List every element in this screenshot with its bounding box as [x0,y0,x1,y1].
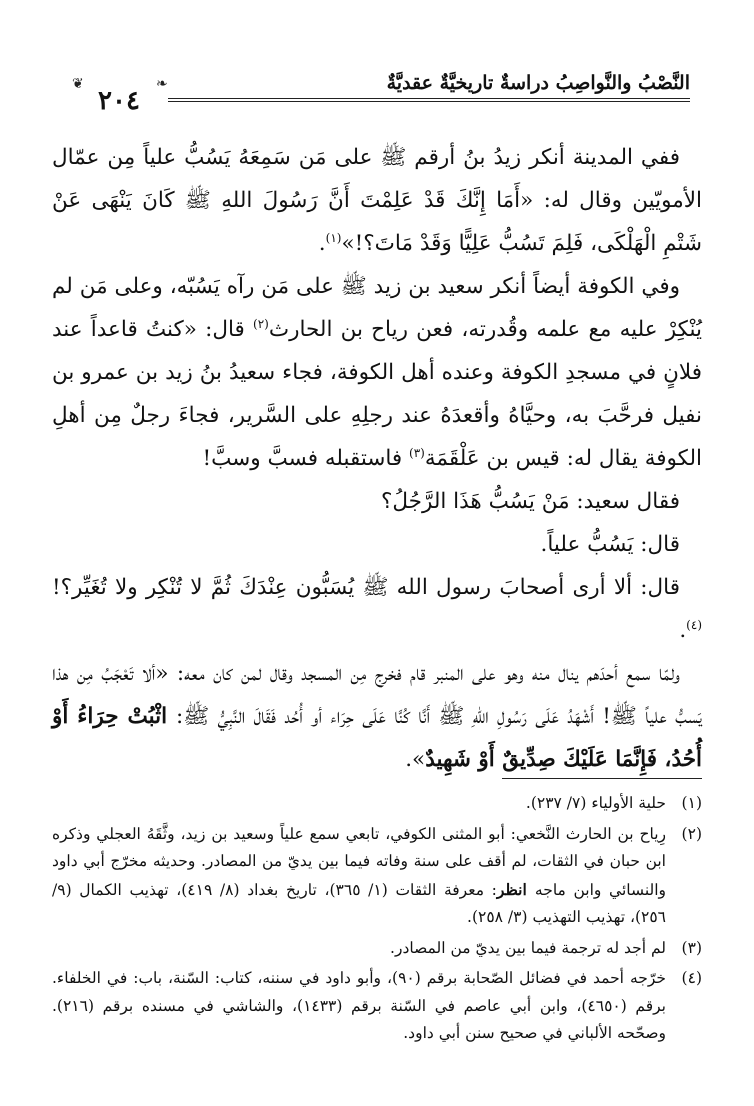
footnote-body: رِياح بن الحارث النَّخعي: أبو المثنى الكوفي، تابعي سمع علياً وسعيد بن زيد، وثَّقَهُ العجلي وذكره ابن حبان في الثقات، لم أقف على سنة وفاته فيما بين يديّ من المصادر. وحديثه مخرّج أبي داود والنسائي وابن ماجه [52,824,667,899]
page-number: ٢٠٤ [98,86,140,116]
paragraph [52,480,702,523]
paragraph-text: قال: ألا أرى أصحابَ رسول الله ﷺ يُسَبُّون عِنْدَكَ ثُمَّ لا تُنْكِر ولا تُغَيِّر؟! [52,575,680,600]
paragraph [52,566,702,652]
footnote-number: (٣) [681,938,702,957]
paragraph-text: ففي المدينة أنكر زيدُ بنُ أرقم ﷺ على مَن سَمِعَهُ يَسُبُّ علياً مِن عمّال الأمويّين وقال له: «أَمَا إِنَّكَ قَدْ عَلِمْتَ أَنَّ رَسُولَ اللهِ ﷺ كَانَ يَنْهَى عَنْ شَتْمِ الْهَلْكَى، فَلِمَ تَسُبُّ عَلِيًّا وَقَدْ مَاتَ؟!» [52,145,702,256]
footnote-separator [502,778,702,779]
paragraph [52,523,702,566]
paragraph-tail: . [318,231,326,256]
paragraph [52,652,702,781]
footnote [52,965,702,1048]
paragraph-text: ولمّا سمع أحدَهم ينال منه وهو على المنبر قام فخرج مِن المسجد وقال لمن كان معه: «ألا تَعْجَبُ مِن هذا يَسبُّ علياً ﷺ! أَشْهَدُ عَلَى رَسُولِ اللهِ ﷺ أَنَّا كُنَّا عَلَى حِرَاء أو أُحُد فَقَالَ النَّبِيُّ ﷺ: [52,661,702,729]
paragraph-text: فقال سعيد: مَنْ يَسُبُّ هَذَا الرَّجُلُ؟ [380,489,680,514]
footnote-text: لم أجد له ترجمة فيما بين يديّ من المصادر. [390,938,666,957]
flourish-icon: ❦ [72,76,84,92]
footnote-number: (٢) [681,824,702,843]
paragraph [52,265,702,480]
footnote [52,790,702,818]
footnote-text [52,821,666,932]
footnote-text: حلية الأولياء (٧/ ٢٣٧). [525,794,666,812]
page-number-box [70,84,168,118]
footnote-ref: (٣) [409,445,425,460]
paragraph-tail: ». [405,747,426,772]
paragraph-tail: فاستقبله فسبَّ وسبَّ! [202,446,410,471]
paragraph-text: وفي الكوفة أيضاً أنكر سعيد بن زيد ﷺ على مَن رآه يَسُبّه، وعلى مَن لم يُنْكِرْ عليه مع علمه وقُدرته، فعن رياح بن الحارث [52,274,702,342]
paragraph-tail: قال: «كنتُ قاعداً عند فلانٍ في مسجدِ الكوفة وعنده أهل الكوفة، فجاء سعيدُ بنُ زيد بن عمرو بن نفيل فرحَّبَ به، وحيَّاهُ وأقعدَهُ عند رجلِهِ على السَّرير، فجاءَ رجلٌ مِن أهلِ الكوفة يقال له: قيس بن عَلْقَمَة [52,317,702,471]
paragraph-text: قال: يَسُبُّ علياً. [540,532,680,557]
footnote-text: خرّجه أحمد في فضائل الصّحابة برقم (٩٠)، وأبو داود في سننه، كتاب: السّنة، باب: في الخلفاء. برقم (٤٦٥٠)، وابن أبي عاصم في السّنة برقم (١٤٣٣)، والشاشي في مسنده برقم (٢١٦). وصحّحه الألباني في صحيح سنن أبي داود. [52,969,666,1042]
footnote-see-label: انظر [496,879,535,899]
footnote [52,821,702,932]
main-text [52,136,702,781]
footnote-ref: (٢) [253,316,269,331]
footnote-ref: (١) [325,230,342,245]
flourish-icon: ❧ [156,76,168,92]
footnote [52,935,702,963]
paragraph-tail: . [679,618,687,643]
running-header [70,68,690,120]
footnote-number: (٤) [681,969,702,987]
footnote-sources: : معرفة الثقات (١/ ٣٦٥)، تاريخ بغداد (٨/ ٤١٩)، تهذيب الكمال (٩/ ٢٥٦)، تهذيب التهذيب (٣/ ٢٥٨). [52,880,666,926]
hadith-quote: اثْبُتْ حِرَاءُ أَوْ أُحُدُ، فَإِنَّمَا عَلَيْكَ صِدِّيقٌ أَوْ شَهِيدٌ [52,704,702,772]
book-title: النَّصْبُ والنَّواصِبُ دراسةٌ تاريخيَّةٌ عقديَّةٌ [386,72,690,94]
footnote-number: (١) [681,794,702,812]
paragraph [52,136,702,265]
footnotes [52,790,702,1051]
footnote-ref: (٤) [686,617,702,632]
